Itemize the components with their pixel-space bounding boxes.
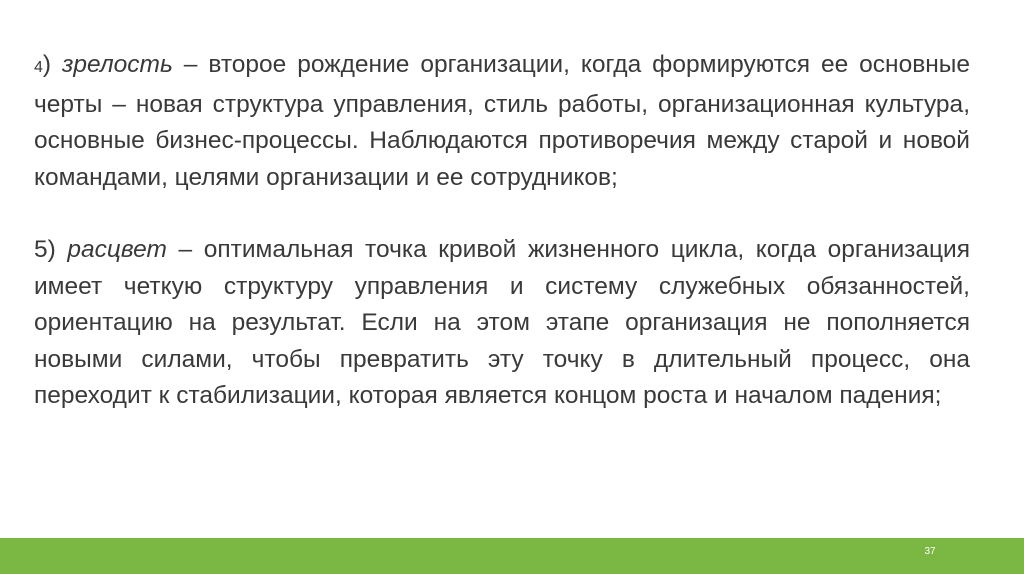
item-number: 4 bbox=[34, 59, 43, 76]
item-number: 5 bbox=[34, 236, 48, 263]
term-maturity: зрелость bbox=[62, 51, 173, 78]
paragraph-maturity bbox=[34, 47, 970, 196]
page-number: 37 bbox=[924, 546, 936, 557]
paragraph-text: – второе рождение организации, когда формируются ее основные черты – новая структура управления, стиль работы, организационная культура, основные бизнес-процессы. Наблюдаются противоречия между старой и новой командами, целями организации и ее сотрудников; bbox=[34, 51, 970, 191]
footer-bar bbox=[0, 538, 1024, 574]
term-flourishing: расцвет bbox=[67, 236, 167, 263]
item-number-paren: ) bbox=[42, 51, 63, 78]
item-number-paren: ) bbox=[47, 236, 68, 263]
paragraph-text: – оптимальная точка кривой жизненного цикла, когда организация имеет четкую структуру управления и систему служебных обязанностей, ориентацию на результат. Если на этом этапе организация не пополняется новыми силами, чтобы превратить эту точку в длительный процесс, она переходит к стабилизации, которая является концом роста и началом падения; bbox=[34, 236, 971, 409]
slide-body bbox=[34, 47, 970, 415]
paragraph-flourishing bbox=[34, 232, 970, 415]
